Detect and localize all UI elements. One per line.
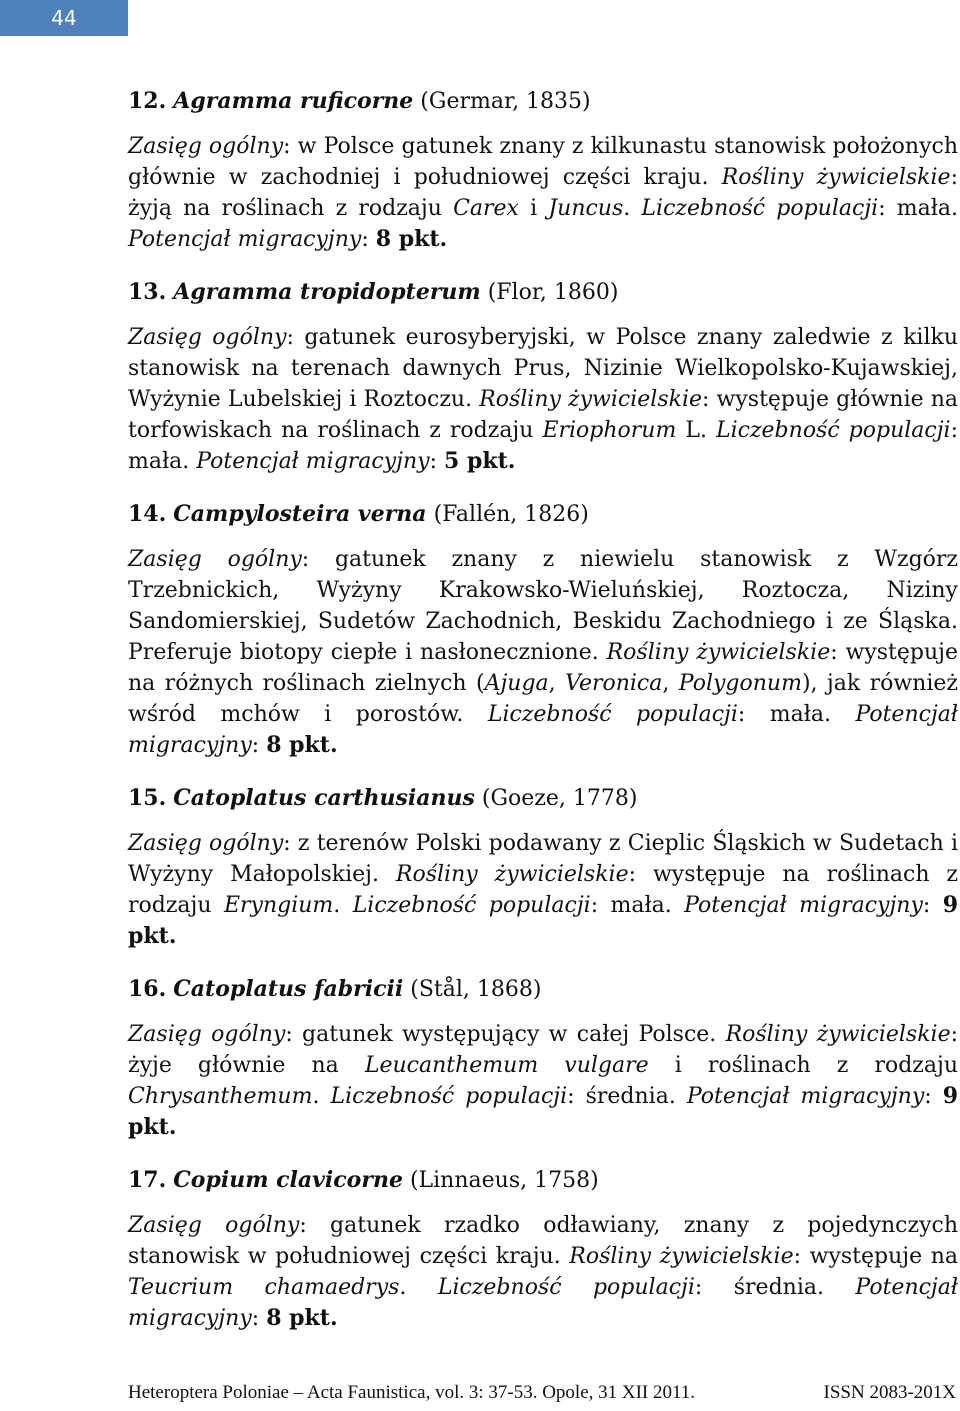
entry-description: Zasięg ogólny: gatunek eurosyberyjski, w Polsce znany zaledwie z kilku stanowisk na terenach dawnych Prus, Nizinie Wielkopolsko-Kujawskiej, Wyżynie Lubelskiej i Roztoczu. Rośliny żywicielskie: występuje głównie na torfowiskach na roślinach z rodzaju Eriophorum L. Liczebność populacji: mała. Potencjał migracyjny: 5 pkt. [128, 325, 959, 474]
entry-number: 16. [128, 976, 167, 1002]
migration-label: Potencjał migracyjny [128, 227, 362, 252]
range-text: z terenów Polski podawany z Cieplic Śląskich w Sudetach i Wyżyny Małopolskiej. [128, 831, 959, 887]
host-species: Leucanthemum vulgare [364, 1053, 649, 1078]
host-label: Rośliny żywicielskie [395, 862, 629, 887]
species-author: (Fallén, 1826) [433, 502, 589, 527]
host-genus: Eryngium [223, 893, 334, 918]
entry-description: Zasięg ogólny: w Polsce gatunek znany z kilkunastu stanowisk położonych głównie w zachodniej i południowej części kraju. Rośliny żywicielskie: żyją na roślinach z rodzaju Carex i Juncus. Liczebność populacji: mała. Potencjał migracyjny: 8 pkt. [128, 134, 959, 252]
host-label: Rośliny żywicielskie [479, 387, 703, 412]
population-label: Liczebność populacji [641, 196, 879, 221]
range-label: Zasięg ogólny [128, 547, 302, 572]
species-name: Copium clavicorne [173, 1167, 403, 1193]
entry-number: 13. [128, 279, 167, 305]
population-value: mała. [769, 702, 831, 727]
migration-value: 5 pkt. [444, 448, 516, 474]
species-author: (Germar, 1835) [420, 89, 591, 114]
host-genus: Eriophorum [542, 418, 677, 443]
journal-citation: Heteroptera Poloniae – Acta Faunistica, vol. 3: 37-53. Opole, 31 XII 2011. [128, 1382, 696, 1403]
population-label: Liczebność populacji [352, 893, 591, 918]
population-value: średnia. [733, 1275, 824, 1300]
range-text: gatunek występujący w całej Polsce. [302, 1022, 717, 1047]
population-value: mała. [610, 893, 672, 918]
entry-number: 12. [128, 88, 167, 114]
range-label: Zasięg ogólny [128, 1022, 286, 1047]
migration-label: Potencjał migracyjny [128, 702, 959, 758]
entry-description: Zasięg ogólny: gatunek rzadko odławiany, znany z pojedynczych stanowisk w południowej części kraju. Rośliny żywicielskie: występuje na Teucrium chamaedrys. Liczebność populacji: średnia. Potencjał migracyjny: 8 pkt. [128, 1213, 959, 1331]
entry-heading [128, 499, 958, 530]
population-label: Liczebność populacji [437, 1275, 695, 1300]
species-name: Agramma tropidopterum [173, 279, 481, 305]
range-text: w Polsce gatunek znany z kilkunastu stanowisk położonych głównie w zachodniej i południowej części kraju. [128, 134, 959, 190]
range-text: gatunek znany z niewielu stanowisk z Wzgórz Trzebnickich, Wyżyny Krakowsko-Wieluńskiej, Roztocza, Niziny Sandomierskiej, Sudetów Zachodnich, Beskidu Zachodniego i ze Śląska. Preferuje biotopy ciepłe i nasłonecznione. [128, 547, 958, 665]
entry-heading [128, 974, 958, 1005]
page-number: 44 [0, 0, 128, 36]
population-label: Liczebność populacji [487, 702, 738, 727]
entry-description: Zasięg ogólny: gatunek znany z niewielu stanowisk z Wzgórz Trzebnickich, Wyżyny Krakowsko-Wieluńskiej, Roztocza, Niziny Sandomierskiej, Sudetów Zachodnich, Beskidu Zachodniego i ze Śląska. Preferuje biotopy ciepłe i nasłonecznione. Rośliny żywicielskie: występuje na różnych roślinach zielnych (Ajuga, Veronica, Polygonum), jak również wśród mchów i porostów. Liczebność populacji: mała. Potencjał migracyjny: 8 pkt. [128, 547, 959, 758]
species-author: (Stål, 1868) [410, 977, 542, 1002]
entry-description: Zasięg ogólny: gatunek występujący w całej Polsce. Rośliny żywicielskie: żyje głównie na Leucanthemum vulgare i roślinach z rodzaju Chrysanthemum. Liczebność populacji: średnia. Potencjał migracyjny: 9 pkt. [128, 1022, 959, 1140]
host-genus: Polygonum [678, 671, 802, 696]
migration-value: 9 pkt. [128, 1083, 959, 1140]
issn: ISSN 2083-201X [823, 1382, 956, 1403]
range-label: Zasięg ogólny [128, 831, 284, 856]
range-text: gatunek rzadko odławiany, znany z pojedynczych stanowisk w południowej części kraju. [128, 1213, 959, 1269]
range-text: gatunek eurosyberyjski, w Polsce znany zaledwie z kilku stanowisk na terenach dawnych Prus, Nizinie Wielkopolsko-Kujawskiej, Wyżynie Lubelskiej i Roztoczu. [128, 325, 958, 412]
species-author: (Flor, 1860) [487, 280, 619, 305]
entry-heading [128, 277, 958, 308]
species-name: Agramma ruficorne [173, 88, 414, 114]
host-label: Rośliny żywicielskie [725, 1022, 951, 1047]
range-label: Zasięg ogólny [128, 1213, 300, 1238]
migration-label: Potencjał migracyjny [686, 1084, 925, 1109]
migration-label: Potencjał migracyjny [196, 449, 430, 474]
species-author: (Goeze, 1778) [481, 786, 638, 811]
migration-value: 8 pkt. [266, 732, 338, 758]
population-value: średnia. [585, 1084, 676, 1109]
entry-number: 15. [128, 785, 167, 811]
host-genus: Veronica [565, 671, 663, 696]
entry-heading [128, 86, 958, 117]
host-genus: Carex [453, 196, 519, 221]
population-label: Liczebność populacji [330, 1084, 568, 1109]
species-list [128, 86, 958, 1356]
migration-label: Potencjał migracyjny [684, 893, 923, 918]
population-value: mała. [128, 449, 190, 474]
species-name: Catoplatus carthusianus [173, 785, 475, 811]
range-label: Zasięg ogólny [128, 325, 287, 350]
migration-label: Potencjał migracyjny [128, 1275, 958, 1331]
species-author: (Linnaeus, 1758) [409, 1168, 599, 1193]
host-label: Rośliny żywicielskie [606, 640, 831, 665]
population-value: mała. [896, 196, 958, 221]
migration-value: 8 pkt. [266, 1305, 338, 1331]
range-label: Zasięg ogólny [128, 134, 284, 159]
migration-value: 9 pkt. [128, 892, 959, 949]
migration-value: 8 pkt. [375, 226, 448, 252]
entry-number: 17. [128, 1167, 167, 1193]
host-species: Teucrium chamaedrys [128, 1275, 400, 1300]
page-footer [128, 1382, 956, 1404]
entry-description: Zasięg ogólny: z terenów Polski podawany z Cieplic Śląskich w Sudetach i Wyżyny Małopolskiej. Rośliny żywicielskie: występuje na roślinach z rodzaju Eryngium. Liczebność populacji: mała. Potencjał migracyjny: 9 pkt. [128, 831, 959, 949]
host-label: Rośliny żywicielskie [569, 1244, 794, 1269]
entry-heading [128, 783, 958, 814]
population-label: Liczebność populacji [715, 418, 951, 443]
host-genus: Chrysanthemum [128, 1084, 313, 1109]
host-genus: Ajuga [484, 671, 549, 696]
host-genus: Juncus [548, 196, 624, 221]
species-name: Catoplatus fabricii [173, 976, 404, 1002]
host-label: Rośliny żywicielskie [721, 165, 951, 190]
entry-number: 14. [128, 501, 167, 527]
entry-heading [128, 1165, 958, 1196]
species-name: Campylosteira verna [173, 501, 427, 527]
